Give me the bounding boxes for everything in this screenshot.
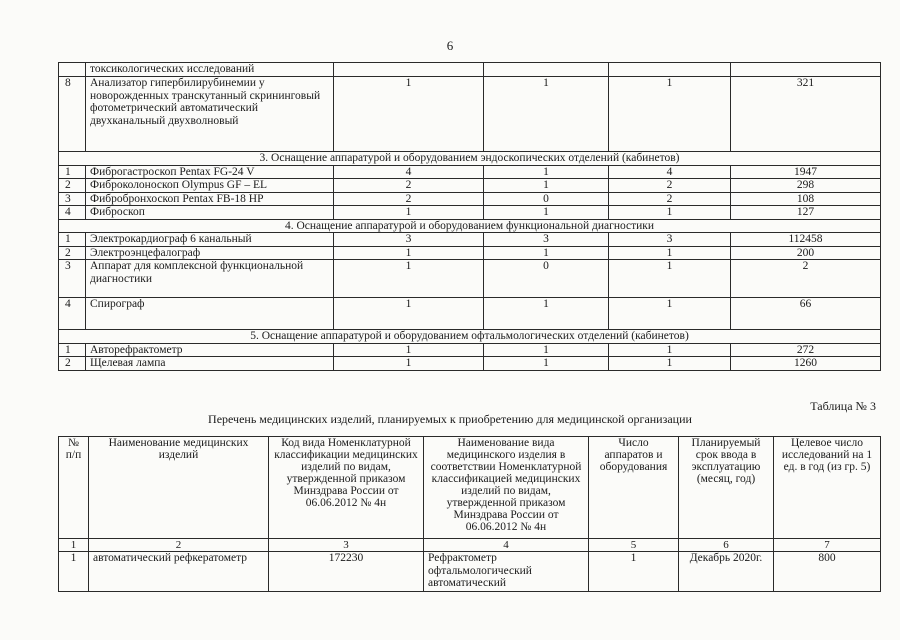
value-cell: 66: [731, 298, 881, 330]
row-number: 1: [59, 552, 89, 592]
section-header-row: [59, 152, 881, 166]
row-number: 2: [59, 246, 86, 260]
row-number: 3: [59, 192, 86, 206]
value-cell: 1: [484, 298, 609, 330]
value-cell: 321: [731, 77, 881, 152]
value-cell: 4: [609, 165, 731, 179]
row-number: 3: [59, 260, 86, 298]
row-number: 8: [59, 77, 86, 152]
device-name: Аппарат для комплексной функциональной диагностики: [86, 260, 334, 298]
table-cell: [334, 63, 484, 77]
column-index: 6: [679, 539, 774, 552]
table-row: [59, 77, 881, 152]
value-cell: 127: [731, 206, 881, 220]
table-label: Таблица № 3: [810, 399, 876, 413]
value-cell: 1: [484, 206, 609, 220]
header-cell-name: Наименование медицинских изделий: [89, 437, 269, 539]
column-index: 2: [89, 539, 269, 552]
section-header-row: [59, 219, 881, 233]
device-name: Авторефрактометр: [86, 343, 334, 357]
page-number: 6: [446, 38, 454, 53]
value-cell: 1: [609, 298, 731, 330]
value-cell: 1: [334, 206, 484, 220]
value-cell: 1: [484, 77, 609, 152]
value-cell: 4: [334, 165, 484, 179]
device-name: Анализатор гипербилирубинемии у новорожденных транскутанный скрининговый фотометрический автоматический двухканальный двухволновый: [86, 77, 334, 152]
device-name: Фиброгастроскоп Pentax FG-24 V: [86, 165, 334, 179]
header-row: [59, 437, 881, 539]
device-name: Спирограф: [86, 298, 334, 330]
header-cell-date: Планируемый срок ввода в эксплуатацию (месяц, год): [679, 437, 774, 539]
section-title: 3. Оснащение аппаратурой и оборудованием эндоскопических отделений (кабинетов): [59, 152, 881, 166]
section-title: 4. Оснащение аппаратурой и оборудованием функциональной диагностики: [59, 219, 881, 233]
table-row: [59, 63, 881, 77]
table-row: [59, 260, 881, 298]
type-name: Рефрактометр офтальмологический автоматический: [424, 552, 589, 592]
value-cell: 108: [731, 192, 881, 206]
table-row: [59, 552, 881, 592]
value-cell: 272: [731, 343, 881, 357]
column-index-row: [59, 539, 881, 552]
device-name: Электроэнцефалограф: [86, 246, 334, 260]
target-count: 800: [774, 552, 881, 592]
table-row: [59, 246, 881, 260]
header-cell-target: Целевое число исследований на 1 ед. в год (из гр. 5): [774, 437, 881, 539]
value-cell: 1: [609, 206, 731, 220]
value-cell: 1: [609, 260, 731, 298]
table-cell: [59, 63, 86, 77]
planned-purchase-table: [58, 436, 881, 592]
value-cell: 1: [484, 343, 609, 357]
value-cell: 298: [731, 179, 881, 193]
table-row: [59, 165, 881, 179]
device-count: 1: [589, 552, 679, 592]
table-row: [59, 233, 881, 247]
value-cell: 2: [731, 260, 881, 298]
row-number: 2: [59, 357, 86, 371]
value-cell: 1: [334, 343, 484, 357]
column-index: 4: [424, 539, 589, 552]
header-cell-code: Код вида Номенклатурной классификации медицинских изделий по видам, утвержденной приказом Минздрава России от 06.06.2012 № 4н: [269, 437, 424, 539]
equipment-table: [58, 62, 881, 371]
value-cell: 1: [609, 357, 731, 371]
table-cell: [609, 63, 731, 77]
device-name: Щелевая лампа: [86, 357, 334, 371]
device-name: Фибробронхоскоп Pentax FB-18 HP: [86, 192, 334, 206]
header-cell-type-name: Наименование вида медицинского изделия в соответствии Номенклатурной классификацией медицинских изделий по видам, утвержденной приказом Минздрава России от 06.06.2012 № 4н: [424, 437, 589, 539]
row-number: 1: [59, 343, 86, 357]
value-cell: 3: [334, 233, 484, 247]
type-code: 172230: [269, 552, 424, 592]
value-cell: 1: [334, 298, 484, 330]
table-row: [59, 179, 881, 193]
value-cell: 0: [484, 260, 609, 298]
device-name: Электрокардиограф 6 канальный: [86, 233, 334, 247]
section-header-row: [59, 330, 881, 344]
value-cell: 1: [484, 357, 609, 371]
value-cell: 2: [609, 179, 731, 193]
header-cell-number: № п/п: [59, 437, 89, 539]
commission-date: Декабрь 2020г.: [679, 552, 774, 592]
device-name: Фиброскоп: [86, 206, 334, 220]
column-index: 5: [589, 539, 679, 552]
value-cell: 1: [609, 343, 731, 357]
value-cell: 1: [334, 357, 484, 371]
row-number: 4: [59, 298, 86, 330]
value-cell: 1: [334, 77, 484, 152]
value-cell: 1: [334, 260, 484, 298]
value-cell: 1: [609, 246, 731, 260]
row-number: 4: [59, 206, 86, 220]
value-cell: 0: [484, 192, 609, 206]
value-cell: 3: [484, 233, 609, 247]
value-cell: 2: [334, 192, 484, 206]
carry-over-text: токсикологических исследований: [86, 63, 334, 77]
value-cell: 1: [609, 77, 731, 152]
column-index: 1: [59, 539, 89, 552]
value-cell: 112458: [731, 233, 881, 247]
value-cell: 200: [731, 246, 881, 260]
value-cell: 1: [484, 179, 609, 193]
column-index: 7: [774, 539, 881, 552]
column-index: 3: [269, 539, 424, 552]
table-row: [59, 192, 881, 206]
value-cell: 2: [609, 192, 731, 206]
table-row: [59, 206, 881, 220]
value-cell: 1: [334, 246, 484, 260]
row-number: 2: [59, 179, 86, 193]
value-cell: 1260: [731, 357, 881, 371]
table-row: [59, 343, 881, 357]
device-name: Фиброколоноскоп Olympus GF – EL: [86, 179, 334, 193]
value-cell: 1947: [731, 165, 881, 179]
table-row: [59, 357, 881, 371]
table-row: [59, 298, 881, 330]
device-name: автоматический рефкератометр: [89, 552, 269, 592]
table-cell: [731, 63, 881, 77]
table-cell: [484, 63, 609, 77]
row-number: 1: [59, 165, 86, 179]
header-cell-count: Число аппаратов и оборудования: [589, 437, 679, 539]
value-cell: 3: [609, 233, 731, 247]
row-number: 1: [59, 233, 86, 247]
value-cell: 2: [334, 179, 484, 193]
table-caption: Перечень медицинских изделий, планируемых к приобретению для медицинской организации: [208, 412, 692, 426]
value-cell: 1: [484, 246, 609, 260]
section-title: 5. Оснащение аппаратурой и оборудованием офтальмологических отделений (кабинетов): [59, 330, 881, 344]
value-cell: 1: [484, 165, 609, 179]
